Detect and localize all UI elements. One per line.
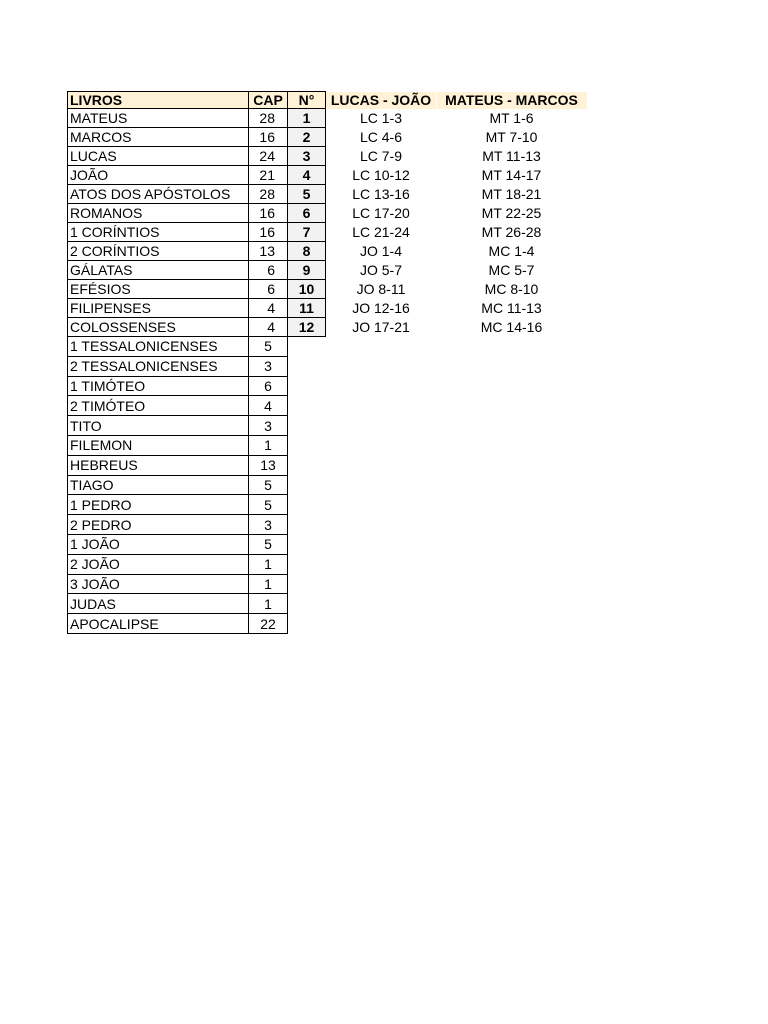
table-row (68, 128, 587, 147)
chapter-count-cell[interactable]: 16 (249, 204, 288, 223)
book-name-cell[interactable]: 3 JOÃO (68, 574, 249, 594)
table-row (68, 166, 587, 185)
lucas-joao-cell[interactable]: JO 17-21 (352, 319, 410, 335)
empty-cell[interactable] (288, 435, 326, 455)
mateus-marcos-cell[interactable]: MC 11-13 (481, 300, 542, 316)
reading-number-cell[interactable]: 2 (288, 128, 326, 147)
book-name-cell[interactable]: MATEUS (68, 109, 249, 128)
table-row (68, 435, 587, 455)
book-name-cell[interactable]: 2 CORÍNTIOS (68, 242, 249, 261)
mateus-marcos-cell[interactable]: MC 8-10 (484, 281, 539, 297)
chapter-count-cell[interactable]: 13 (249, 242, 288, 261)
chapter-count-cell[interactable]: 21 (249, 166, 288, 185)
book-name-cell[interactable]: EFÉSIOS (68, 280, 249, 299)
table-row (68, 614, 587, 634)
table-row (68, 280, 587, 299)
chapter-count-cell[interactable]: 16 (249, 128, 288, 147)
mateus-marcos-cell[interactable]: MT 26-28 (481, 224, 542, 240)
reading-number-cell[interactable]: 8 (288, 242, 326, 261)
lucas-joao-cell[interactable]: JO 1-4 (359, 243, 402, 259)
empty-cell[interactable] (437, 515, 587, 535)
chapter-count-cell[interactable]: 1 (249, 574, 288, 594)
chapter-count-cell[interactable]: 16 (249, 223, 288, 242)
chapter-count-cell[interactable]: 22 (249, 614, 288, 634)
book-name-cell[interactable]: TITO (68, 416, 249, 436)
chapter-count-cell[interactable]: 4 (249, 318, 288, 337)
book-name-cell[interactable]: COLOSSENSES (68, 318, 249, 337)
empty-cell[interactable] (437, 614, 587, 634)
lucas-joao-cell[interactable]: LC 1-3 (359, 110, 403, 126)
table-row (68, 475, 587, 495)
chapter-count-cell[interactable]: 5 (249, 337, 288, 357)
reading-number-cell[interactable]: 12 (288, 318, 326, 337)
mateus-marcos-cell[interactable]: MC 14-16 (480, 319, 543, 335)
table-row (68, 495, 587, 515)
book-name-cell[interactable]: 2 TESSALONICENSES (68, 356, 249, 376)
empty-cell[interactable] (288, 515, 326, 535)
lucas-joao-cell[interactable]: JO 12-16 (352, 300, 410, 316)
mateus-marcos-cell[interactable]: MT 14-17 (481, 167, 542, 183)
empty-cell[interactable] (437, 435, 587, 455)
empty-cell[interactable] (437, 337, 587, 357)
book-name-cell[interactable]: 2 PEDRO (68, 515, 249, 535)
empty-cell[interactable] (326, 574, 437, 594)
table-row (68, 242, 587, 261)
empty-cell[interactable] (288, 495, 326, 515)
book-name-cell[interactable]: ATOS DOS APÓSTOLOS (68, 185, 249, 204)
empty-cell[interactable] (437, 416, 587, 436)
book-name-cell[interactable]: GÁLATAS (68, 261, 249, 280)
chapter-count-cell[interactable]: 6 (249, 261, 288, 280)
reading-number-cell[interactable]: 5 (288, 185, 326, 204)
empty-cell[interactable] (288, 337, 326, 357)
lucas-joao-cell[interactable]: JO 5-7 (359, 262, 402, 278)
empty-cell[interactable] (288, 614, 326, 634)
reading-number-cell[interactable]: 4 (288, 166, 326, 185)
empty-cell[interactable] (326, 435, 437, 455)
empty-cell[interactable] (326, 376, 437, 396)
table-row (68, 396, 587, 416)
table-row (68, 356, 587, 376)
mateus-marcos-cell[interactable]: MT 11-13 (482, 148, 541, 164)
empty-cell[interactable] (326, 396, 437, 416)
chapter-count-cell[interactable]: 5 (249, 534, 288, 554)
chapter-count-cell[interactable]: 24 (249, 147, 288, 166)
book-name-cell[interactable]: JUDAS (68, 594, 249, 614)
empty-cell[interactable] (437, 534, 587, 554)
book-name-cell[interactable]: LUCAS (68, 147, 249, 166)
empty-cell[interactable] (288, 475, 326, 495)
reading-plan-table (67, 91, 587, 634)
empty-cell[interactable] (326, 594, 437, 614)
reading-number-cell[interactable]: 7 (288, 223, 326, 242)
reading-number-cell[interactable]: 11 (288, 299, 326, 318)
empty-cell[interactable] (437, 574, 587, 594)
chapter-count-cell[interactable]: 28 (249, 109, 288, 128)
chapter-count-cell[interactable]: 6 (249, 280, 288, 299)
book-name-cell[interactable]: HEBREUS (68, 455, 249, 475)
table-row (68, 455, 587, 475)
empty-cell[interactable] (326, 515, 437, 535)
book-name-cell[interactable]: JOÃO (68, 166, 249, 185)
table-row (68, 337, 587, 357)
header-mateus-marcos[interactable]: MATEUS - MARCOS (437, 92, 587, 109)
header-numero[interactable]: N° (288, 92, 326, 109)
chapter-count-cell[interactable]: 3 (249, 416, 288, 436)
empty-cell[interactable] (437, 475, 587, 495)
mateus-marcos-cell[interactable]: MT 22-25 (481, 205, 542, 221)
empty-cell[interactable] (437, 356, 587, 376)
table-row (68, 534, 587, 554)
chapter-count-cell[interactable]: 6 (249, 376, 288, 396)
reading-number-cell[interactable]: 9 (288, 261, 326, 280)
lucas-joao-cell[interactable]: LC 4-6 (359, 129, 403, 145)
empty-cell[interactable] (437, 554, 587, 574)
chapter-count-cell[interactable]: 13 (249, 455, 288, 475)
reading-number-cell[interactable]: 3 (288, 147, 326, 166)
book-name-cell[interactable]: 1 JOÃO (68, 534, 249, 554)
lucas-joao-cell[interactable]: LC 17-20 (352, 205, 410, 221)
reading-number-cell[interactable]: 10 (288, 280, 326, 299)
empty-cell[interactable] (326, 475, 437, 495)
book-name-cell[interactable]: TIAGO (68, 475, 249, 495)
empty-cell[interactable] (326, 495, 437, 515)
empty-cell[interactable] (326, 455, 437, 475)
lucas-joao-cell[interactable]: LC 21-24 (352, 224, 410, 240)
empty-cell[interactable] (288, 455, 326, 475)
lucas-joao-cell[interactable]: LC 13-16 (352, 186, 410, 202)
chapter-count-cell[interactable]: 4 (249, 396, 288, 416)
table-row (68, 147, 587, 166)
mateus-marcos-cell[interactable]: MC 5-7 (488, 262, 535, 278)
table-row (68, 515, 587, 535)
chapter-count-cell[interactable]: 1 (249, 594, 288, 614)
empty-cell[interactable] (437, 495, 587, 515)
lucas-joao-cell[interactable]: LC 7-9 (359, 148, 403, 164)
header-lucas-joao[interactable]: LUCAS - JOÃO (326, 92, 437, 109)
header-row (68, 92, 587, 109)
mateus-marcos-cell[interactable]: MT 18-21 (481, 186, 542, 202)
book-name-cell[interactable]: 2 TIMÓTEO (68, 396, 249, 416)
chapter-count-cell[interactable]: 1 (249, 435, 288, 455)
empty-cell[interactable] (288, 574, 326, 594)
empty-cell[interactable] (326, 337, 437, 357)
lucas-joao-cell[interactable]: JO 8-11 (356, 281, 406, 297)
mateus-marcos-cell[interactable]: MC 1-4 (488, 243, 535, 259)
reading-number-cell[interactable]: 6 (288, 204, 326, 223)
empty-cell[interactable] (437, 455, 587, 475)
table-row (68, 299, 587, 318)
empty-cell[interactable] (288, 416, 326, 436)
book-name-cell[interactable]: 1 TESSALONICENSES (68, 337, 249, 357)
mateus-marcos-cell[interactable]: MT 1-6 (489, 110, 534, 126)
book-name-cell[interactable]: FILEMON (68, 435, 249, 455)
table-row (68, 416, 587, 436)
table-row (68, 554, 587, 574)
empty-cell[interactable] (326, 416, 437, 436)
table-row (68, 185, 587, 204)
empty-cell[interactable] (326, 534, 437, 554)
book-name-cell[interactable]: 1 PEDRO (68, 495, 249, 515)
empty-cell[interactable] (326, 614, 437, 634)
empty-cell[interactable] (326, 554, 437, 574)
table-row (68, 223, 587, 242)
reading-number-cell[interactable]: 1 (288, 109, 326, 128)
empty-cell[interactable] (288, 554, 326, 574)
book-name-cell[interactable]: ROMANOS (68, 204, 249, 223)
empty-cell[interactable] (288, 396, 326, 416)
table-row (68, 261, 587, 280)
book-name-cell[interactable]: 1 CORÍNTIOS (68, 223, 249, 242)
empty-cell[interactable] (326, 356, 437, 376)
book-name-cell[interactable]: 1 TIMÓTEO (68, 376, 249, 396)
table-row (68, 204, 587, 223)
empty-cell[interactable] (437, 376, 587, 396)
chapter-count-cell[interactable]: 3 (249, 356, 288, 376)
chapter-count-cell[interactable]: 1 (249, 554, 288, 574)
chapter-count-cell[interactable]: 5 (249, 475, 288, 495)
empty-cell[interactable] (288, 594, 326, 614)
lucas-joao-cell[interactable]: LC 10-12 (352, 167, 410, 183)
spreadsheet (67, 91, 587, 634)
empty-cell[interactable] (288, 356, 326, 376)
book-name-cell[interactable]: APOCALIPSE (68, 614, 249, 634)
book-name-cell[interactable]: FILIPENSES (68, 299, 249, 318)
empty-cell[interactable] (288, 534, 326, 554)
chapter-count-cell[interactable]: 28 (249, 185, 288, 204)
table-row (68, 574, 587, 594)
empty-cell[interactable] (437, 396, 587, 416)
table-row (68, 594, 587, 614)
empty-cell[interactable] (288, 376, 326, 396)
empty-cell[interactable] (437, 594, 587, 614)
mateus-marcos-cell[interactable]: MT 7-10 (485, 129, 538, 145)
chapter-count-cell[interactable]: 5 (249, 495, 288, 515)
header-cap[interactable]: CAP (249, 92, 288, 109)
header-livros[interactable]: LIVROS (68, 92, 249, 109)
book-name-cell[interactable]: MARCOS (68, 128, 249, 147)
table-row (68, 109, 587, 128)
table-row (68, 376, 587, 396)
table-row (68, 318, 587, 337)
chapter-count-cell[interactable]: 4 (249, 299, 288, 318)
book-name-cell[interactable]: 2 JOÃO (68, 554, 249, 574)
chapter-count-cell[interactable]: 3 (249, 515, 288, 535)
